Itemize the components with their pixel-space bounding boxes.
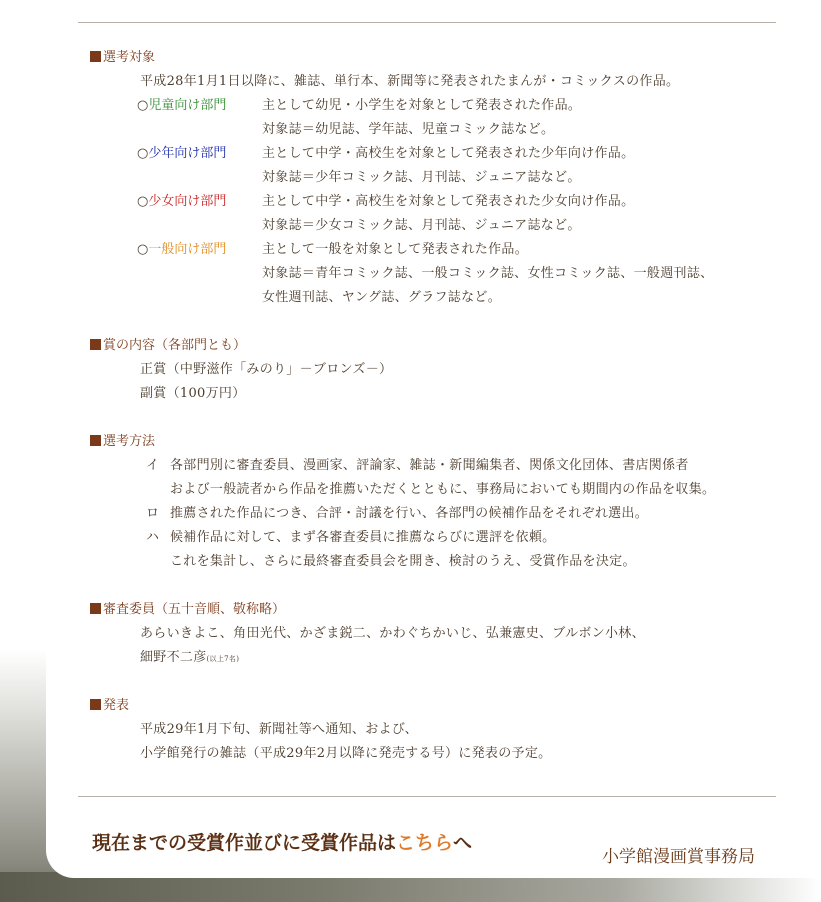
category-boys: ○少年向け部門 xyxy=(137,146,227,161)
category-general-desc: 主として一般を対象として発表された作品。 xyxy=(262,242,529,257)
here-link[interactable]: こちら xyxy=(396,832,454,854)
category-boys-targets: 対象誌＝少年コミック誌、月刊誌、ジュニア誌など。 xyxy=(262,170,581,185)
category-children-targets: 対象誌＝幼児誌、学年誌、児童コミック誌など。 xyxy=(262,122,555,137)
method-mark-1: イ xyxy=(146,458,160,473)
method-item-1: 各部門別に審査委員、漫画家、評論家、雑誌・新聞編集者、関係文化団体、書店関係者 xyxy=(170,458,689,473)
judges-list-cont: 細野不二彦(以上7名) xyxy=(140,650,240,665)
office-name: 小学館漫画賞事務局 xyxy=(602,847,755,867)
section-heading-method: 選考方法 xyxy=(90,430,155,449)
method-mark-2: ロ xyxy=(146,506,160,521)
past-winners-link: 現在までの受賞作並びに受賞作品はこちらへ xyxy=(92,832,473,854)
category-girls-desc: 主として中学・高校生を対象として発表された少女向け作品。 xyxy=(262,194,635,209)
prize-sub: 副賞（100万円） xyxy=(140,386,246,401)
method-item-2: 推薦された作品につき、合評・討議を行い、各部門の候補作品をそれぞれ選出。 xyxy=(170,506,649,521)
square-bullet-icon xyxy=(90,435,101,446)
category-general-targets-2: 女性週刊誌、ヤング誌、グラフ誌など。 xyxy=(262,290,502,305)
square-bullet-icon xyxy=(90,603,101,614)
category-boys-desc: 主として中学・高校生を対象として発表された少年向け作品。 xyxy=(262,146,635,161)
section-heading-announce: 発表 xyxy=(90,694,129,713)
section-heading-selection-target: 選考対象 xyxy=(90,46,155,65)
method-item-3: 候補作品に対して、まず各審査委員に推薦ならびに選評を依頼。 xyxy=(170,530,556,545)
section-heading-prize: 賞の内容（各部門とも） xyxy=(90,334,246,353)
square-bullet-icon xyxy=(90,699,101,710)
prize-main: 正賞（中野滋作「みのり」－ブロンズ－） xyxy=(140,362,393,377)
category-girls: ○少女向け部門 xyxy=(137,194,227,209)
category-children: ○児童向け部門 xyxy=(137,98,227,113)
announce-line-1: 平成29年1月下旬、新聞社等へ通知、および、 xyxy=(140,722,418,737)
method-mark-3: ハ xyxy=(146,530,160,545)
judges-count-note: (以上7名) xyxy=(206,655,240,663)
method-item-1-cont: および一般読者から作品を推薦いただくとともに、事務局においても期間内の作品を収集。 xyxy=(170,482,716,497)
category-children-desc: 主として幼児・小学生を対象として発表された作品。 xyxy=(262,98,582,113)
square-bullet-icon xyxy=(90,51,101,62)
square-bullet-icon xyxy=(90,339,101,350)
top-divider xyxy=(78,22,776,23)
section-heading-judges: 審査委員（五十音順、敬称略） xyxy=(90,598,285,617)
judges-list: あらいきよこ、角田光代、かざま鋭二、かわぐちかいじ、弘兼憲史、ブルボン小林、 xyxy=(140,626,645,641)
category-general-targets: 対象誌＝青年コミック誌、一般コミック誌、女性コミック誌、一般週刊誌、 xyxy=(262,266,714,281)
category-general: ○一般向け部門 xyxy=(137,242,227,257)
selection-intro: 平成28年1月1日以降に、雑誌、単行本、新聞等に発表されたまんが・コミックスの作品。 xyxy=(140,74,680,89)
method-item-3-cont: これを集計し、さらに最終審査委員会を開き、検討のうえ、受賞作品を決定。 xyxy=(170,554,636,569)
announce-line-2: 小学館発行の雑誌（平成29年2月以降に発売する号）に発表の予定。 xyxy=(140,746,552,761)
bottom-divider xyxy=(78,796,776,797)
category-girls-targets: 対象誌＝少女コミック誌、月刊誌、ジュニア誌など。 xyxy=(262,218,581,233)
